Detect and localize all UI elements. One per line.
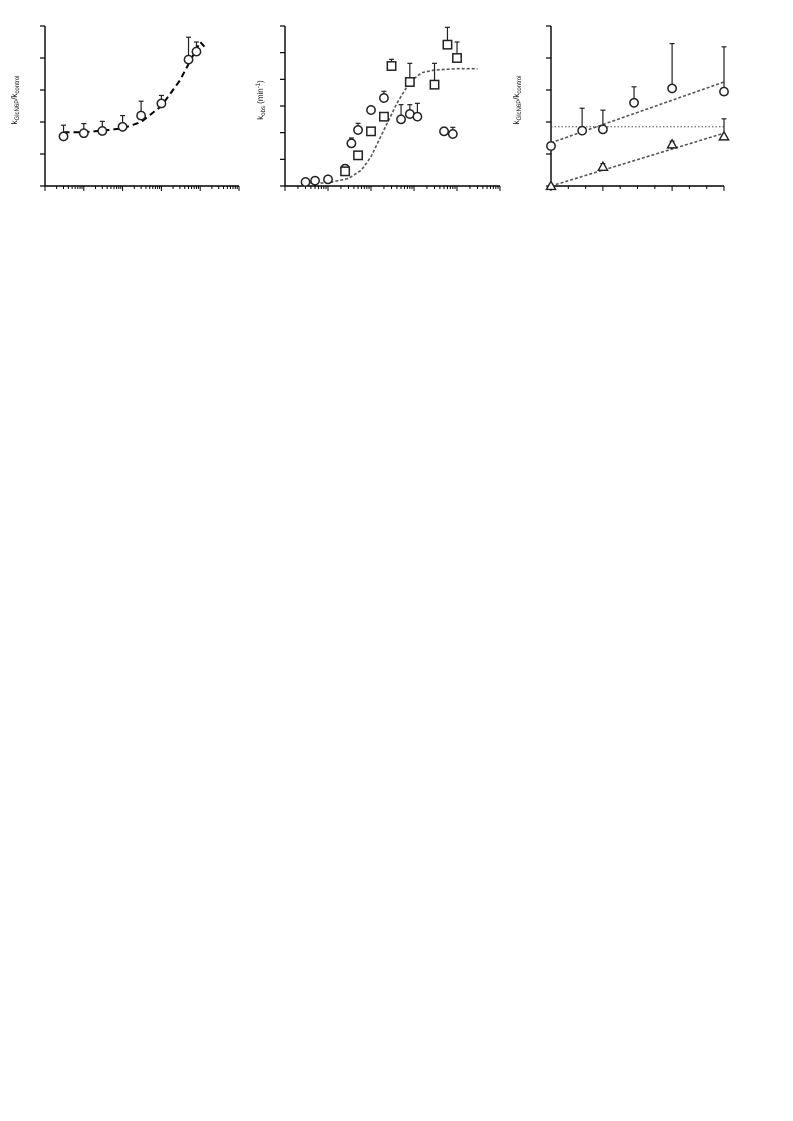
y-axis-label-part: /k (10, 93, 19, 100)
fit-curve (306, 69, 478, 184)
data-point-circle (397, 115, 405, 123)
data-point-circle (630, 99, 638, 107)
data-point-square (380, 112, 388, 120)
data-point-triangle (719, 132, 728, 140)
data-point-square (367, 127, 375, 135)
data-point-circle (449, 130, 457, 138)
y-axis-label-part: GlcN6P (517, 99, 523, 121)
data-point-circle (184, 55, 192, 63)
data-point-circle (547, 142, 555, 150)
data-point-square (354, 151, 362, 159)
data-point-circle (413, 112, 421, 120)
data-point-square (341, 167, 349, 175)
data-point-circle (301, 178, 309, 186)
data-point-square (430, 80, 438, 88)
data-point-circle (578, 126, 586, 134)
data-point-circle (98, 127, 106, 135)
y-axis-label-part: /k (512, 93, 521, 100)
data-point-circle (367, 106, 375, 114)
data-point-triangle (598, 162, 607, 170)
y-axis-label (512, 76, 523, 125)
data-point-circle (80, 129, 88, 137)
data-point-circle (192, 47, 200, 55)
data-point-square (453, 54, 461, 62)
fit-curve (64, 42, 205, 132)
data-point-circle (324, 175, 332, 183)
data-point-circle (311, 176, 319, 184)
data-point-circle (137, 111, 145, 119)
data-point-circle (157, 99, 165, 107)
data-point-square (406, 78, 414, 86)
y-axis-label-part: k (256, 115, 265, 120)
y-axis-label-part: GlcN6P (15, 99, 21, 121)
fit-curve (551, 133, 724, 186)
y-axis-label (256, 80, 267, 120)
data-point-triangle (667, 140, 676, 148)
data-point-circle (380, 94, 388, 102)
y-axis-label-part: k (512, 120, 521, 125)
y-axis-label-part: k (10, 120, 19, 125)
y-axis-label-part: (min (256, 88, 265, 107)
y-axis-label-part: control (517, 75, 523, 94)
panel-middle (256, 26, 500, 191)
data-point-square (443, 40, 451, 48)
data-point-circle (599, 125, 607, 133)
y-axis-label (10, 76, 21, 125)
data-point-circle (118, 123, 126, 131)
data-point-circle (59, 132, 67, 140)
data-point-circle (354, 126, 362, 134)
data-point-square (387, 62, 395, 70)
y-axis-label-part: ) (256, 80, 265, 83)
data-point-circle (347, 139, 355, 147)
y-axis-label-part: control (15, 75, 21, 94)
panel-right (512, 26, 729, 191)
data-point-circle (720, 87, 728, 95)
y-axis-label-part: -1 (256, 82, 262, 89)
data-point-circle (668, 84, 676, 92)
panel-left (10, 26, 239, 191)
y-axis-label-part: obs (261, 106, 267, 116)
fit-curve (551, 82, 724, 143)
data-point-circle (440, 127, 448, 135)
